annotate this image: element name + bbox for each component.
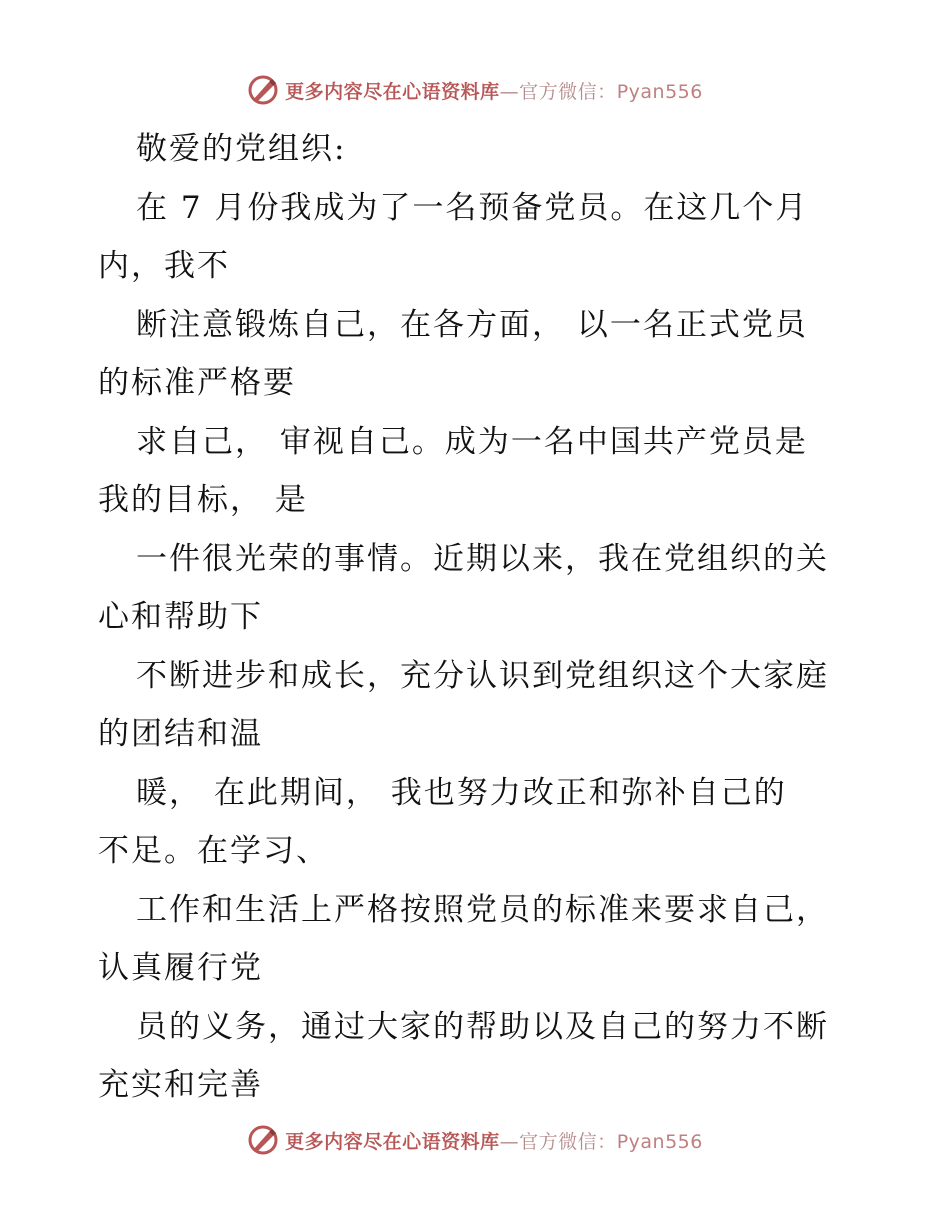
document-line: 一件很光荣的事情。近期以来，我在党组织的关 [136,540,829,577]
document-line: 认真履行党 [98,950,263,986]
banner-text-part1: 更多内容尽在心语资料库 [285,80,500,103]
banner-text [285,1127,703,1154]
banner-text-part1: 更多内容尽在心语资料库 [285,1130,500,1153]
header-watermark-banner [0,70,950,110]
document-line: 心和帮助下 [98,599,263,635]
document-line: 求自己， 审视自己。成为一名中国共产党员是 [136,423,808,460]
document-line: 内，我不 [98,248,230,284]
document-line: 工作和生活上严格按照党员的标准来要求自己， [136,891,829,928]
document-line: 员的义务，通过大家的帮助以及自己的努力不断 [136,1008,829,1045]
banner-text-part3: Pyan556 [616,80,703,103]
document-line: 不足。在学习、 [98,833,329,869]
pen-in-circle-logo-icon [247,1124,279,1156]
document-line: 不断进步和成长，充分认识到党组织这个大家庭 [136,657,829,694]
document-line: 的团结和温 [98,716,263,752]
document-line: 充实和完善 [98,1067,263,1103]
footer-watermark-banner [0,1120,950,1160]
banner-text-part2: —官方微信： [499,1130,617,1153]
document-line: 暖， 在此期间， 我也努力改正和弥补自己的 [136,774,787,811]
document-line: 在 7 月份我成为了一名预备党员。在这几个月 [136,189,809,226]
banner-text-part3: Pyan556 [616,1130,703,1153]
document-line: 我的目标， 是 [98,482,308,518]
banner-text-part2: —官方微信： [499,80,617,103]
document-line: 的标准严格要 [98,365,296,401]
document-body [98,120,858,1115]
pen-in-circle-logo-icon [247,74,279,106]
document-line: 断注意锻炼自己，在各方面， 以一名正式党员 [136,306,808,343]
banner-text [285,77,703,104]
document-line: 敬爱的党组织: [136,131,347,167]
